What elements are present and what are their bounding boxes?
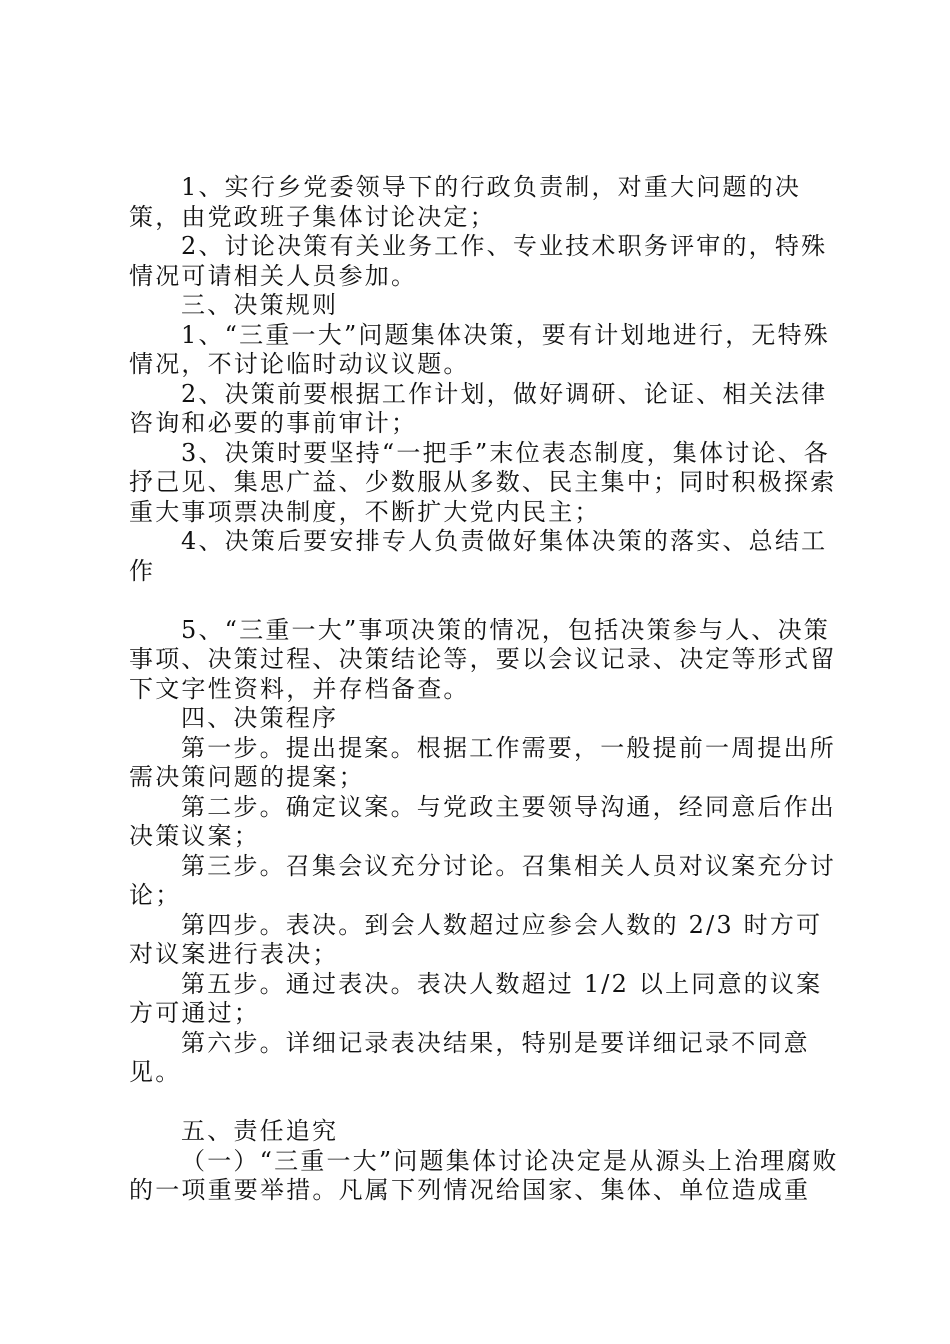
paragraph-decision-rule-2: 2、决策前要根据工作计划，做好调研、论证、相关法律咨询和必要的事前审计； [129,379,828,437]
paragraph-rule-2: 2、讨论决策有关业务工作、专业技术职务评审的，特殊情况可请相关人员参加。 [129,232,828,290]
paragraph-decision-rule-1: 1、“三重一大”问题集体决策，要有计划地进行，无特殊情况，不讨论临时动议议题。 [129,320,831,378]
paragraph-accountability-1: （一）“三重一大”问题集体讨论决定是从源头上治理腐败的一项重要举措。凡属下列情况给国家、集体、单位造成重 [129,1146,839,1204]
blank-line [129,1088,841,1118]
paragraph-decision-rule-4: 4、决策后要安排专人负责做好集体决策的落实、总结工作 [129,527,828,585]
paragraph-rule-1: 1、实行乡党委领导下的行政负责制，对重大问题的决策，由党政班子集体讨论决定； [129,173,802,231]
paragraph-step-1: 第一步。提出提案。根据工作需要，一般提前一周提出所需决策问题的提案； [129,733,836,791]
document-body [129,173,841,1206]
blank-line [129,586,841,616]
paragraph-decision-rule-3: 3、决策时要坚持“一把手”末位表态制度，集体讨论、各抒己见、集思广益、少数服从多数、民主集中；同时积极探索重大事项票决制度，不断扩大党内民主； [129,438,837,526]
paragraph-step-5: 第五步。通过表决。表决人数超过 1/2 以上同意的议案方可通过； [129,969,823,1027]
paragraph-decision-rule-5: 5、“三重一大”事项决策的情况，包括决策参与人、决策事项、决策过程、决策结论等，要以会议记录、决定等形式留下文字性资料，并存档备查。 [129,615,837,703]
section-heading-accountability: 五、责任追究 [181,1117,339,1145]
paragraph-step-2: 第二步。确定议案。与党政主要领导沟通，经同意后作出决策议案； [129,792,836,850]
paragraph-step-3: 第三步。召集会议充分讨论。召集相关人员对议案充分讨论； [129,851,836,909]
paragraph-step-6: 第六步。详细记录表决结果，特别是要详细记录不同意见。 [129,1028,810,1086]
paragraph-step-4: 第四步。表决。到会人数超过应参会人数的 2/3 时方可对议案进行表决； [129,910,823,968]
section-heading-decision-procedure: 四、决策程序 [181,704,339,732]
section-heading-decision-rules: 三、决策规则 [181,291,339,319]
